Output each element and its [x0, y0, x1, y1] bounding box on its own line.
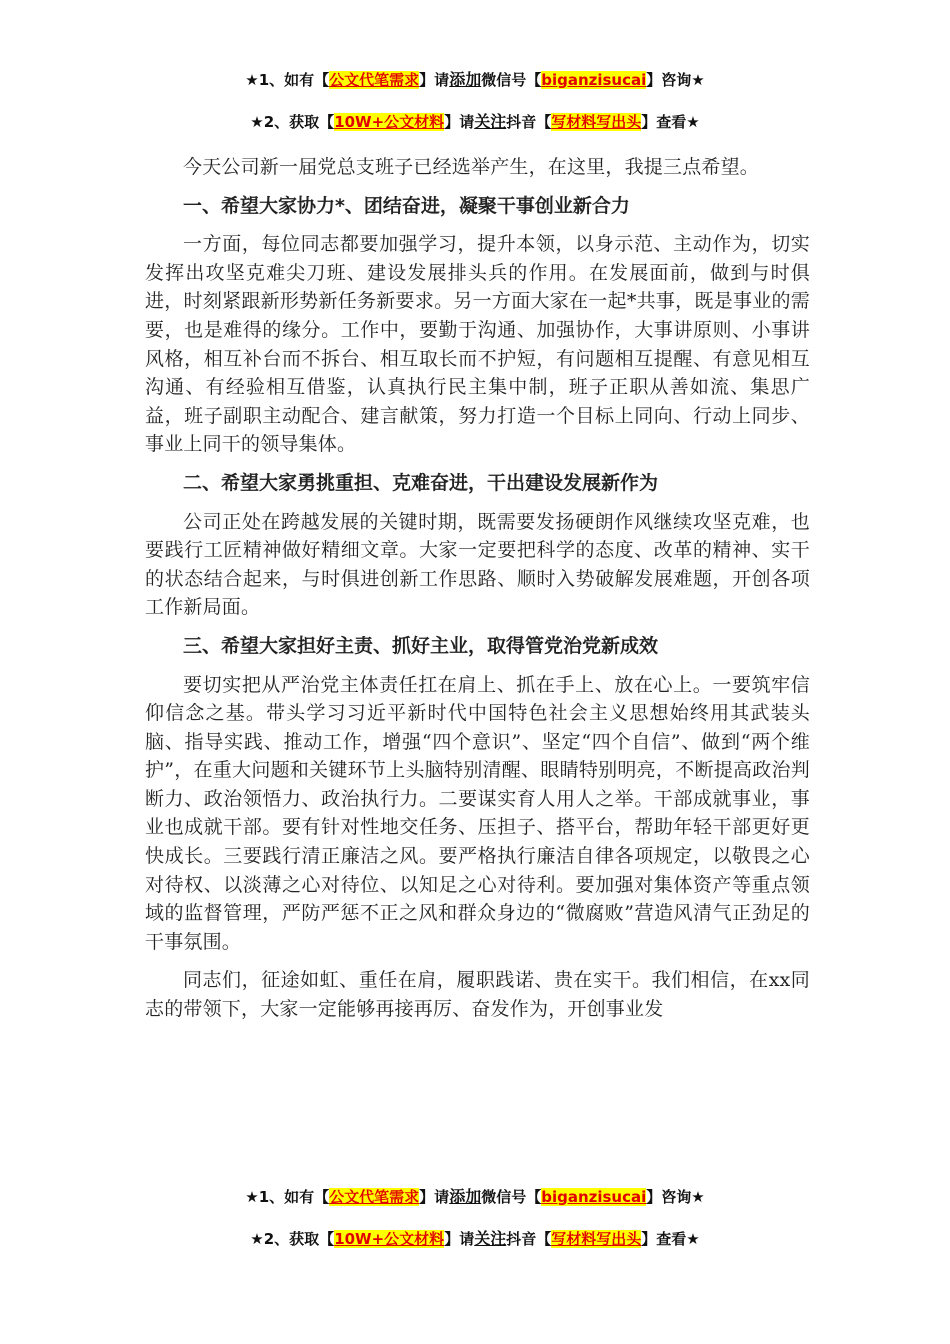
banner-text: ★2、获取【 — [250, 113, 335, 131]
banner-text: 】请 — [444, 113, 475, 131]
banner-emphasis: 关注 — [474, 1229, 507, 1248]
document-body — [145, 153, 810, 1023]
banner-text: ★2、获取【 — [250, 1230, 335, 1248]
section-body-2: 公司正处在跨越发展的关键时期，既需要发扬硬朗作风继续攻坚克难，也要践行工匠精神做好精细文章。大家一定要把科学的态度、改革的精神、实干的状态结合起来，与时俱进创新工作思路、顺时入势破解发展难题，开创各项工作新局面。 — [145, 510, 810, 619]
banner-text: 微信号【 — [481, 1188, 542, 1206]
banner-text: 】查看★ — [641, 1230, 700, 1248]
banner-text: 抖音【 — [506, 113, 552, 131]
banner-highlight: biganzisucai — [541, 71, 647, 89]
banner-text: 】请 — [419, 71, 450, 89]
banner-highlight: 10W+公文材料 — [334, 1230, 445, 1248]
banner-highlight: biganzisucai — [541, 1188, 647, 1206]
banner-highlight: 写材料写出头 — [551, 1230, 642, 1248]
banner-emphasis: 添加 — [449, 1187, 482, 1206]
header-banner-line1 — [0, 69, 950, 91]
banner-text: 】请 — [419, 1188, 450, 1206]
section-body-1: 一方面，每位同志都要加强学习，提升本领，以身示范、主动作为，切实发挥出攻坚克难尖刀班、建设发展排头兵的作用。在发展面前，做到与时俱进，时刻紧跟新形势新任务新要求。另一方面大家在一起*共事，既是事业的需要，也是难得的缘分。工作中，要勤于沟通、加强协作，大事讲原则、小事讲风格，相互补台而不拆台、相互取长而不护短，有问题相互提醒、有意见相互沟通、有经验相互借鉴，认真执行民主集中制，班子正职从善如流、集思广益，班子副职主动配合、建言献策，努力打造一个目标上同向、行动上同步、事业上同干的领导集体。 — [145, 233, 810, 456]
banner-text: 】查看★ — [641, 113, 700, 131]
banner-highlight: 10W+公文材料 — [334, 113, 445, 131]
banner-highlight: 写材料写出头 — [551, 113, 642, 131]
banner-text: ★1、如有【 — [245, 1188, 330, 1206]
banner-emphasis: 添加 — [449, 70, 482, 89]
banner-text: 】咨询★ — [646, 71, 705, 89]
banner-text: 抖音【 — [506, 1230, 552, 1248]
section-heading-2: 二、希望大家勇挑重担、克难奋进，干出建设发展新作为 — [183, 471, 659, 494]
section-body-3: 要切实把从严治党主体责任扛在肩上、抓在手上、放在心上。一要筑牢信仰信念之基。带头学习习近平新时代中国特色社会主义思想始终用其武装头脑、指导实践、推动工作，增强“四个意识”、坚定“四个自信”、做到“两个维护”，在重大问题和关键环节上头脑特别清醒、眼睛特别明亮，不断提高政治判断力、政治领悟力、政治执行力。二要谋实育人用人之举。干部成就事业，事业也成就干部。要有针对性地交任务、压担子、搭平台，帮助年轻干部更好更快成长。三要践行清正廉洁之风。要严格执行廉洁自律各项规定，以敬畏之心对待权、以淡薄之心对待位、以知足之心对待利。要加强对集体资产等重点领域的监督管理，严防严惩不正之风和群众身边的“微腐败”营造风清气正劲足的干事氛围。 — [145, 673, 810, 953]
header-banner-line2 — [0, 111, 950, 133]
banner-text: ★1、如有【 — [245, 71, 330, 89]
banner-text: 】咨询★ — [646, 1188, 705, 1206]
section-heading-3: 三、希望大家担好主责、抓好主业，取得管党治党新成效 — [183, 634, 659, 657]
intro-paragraph: 今天公司新一届党总支班子已经选举产生，在这里，我提三点希望。 — [183, 156, 760, 178]
banner-text: 】请 — [444, 1230, 475, 1248]
closing-paragraph: 同志们，征途如虹、重任在肩，履职践诺、贵在实干。我们相信，在xx同志的带领下，大家一定能够再接再厉、奋发作为，开创事业发 — [145, 969, 810, 1021]
banner-highlight: 公文代笔需求 — [329, 71, 420, 89]
banner-emphasis: 关注 — [474, 112, 507, 131]
footer-banner-line2 — [0, 1228, 950, 1250]
section-heading-1: 一、希望大家协力*、团结奋进，凝聚干事创业新合力 — [183, 194, 630, 217]
footer-banner-line1 — [0, 1186, 950, 1208]
banner-highlight: 公文代笔需求 — [329, 1188, 420, 1206]
banner-text: 微信号【 — [481, 71, 542, 89]
